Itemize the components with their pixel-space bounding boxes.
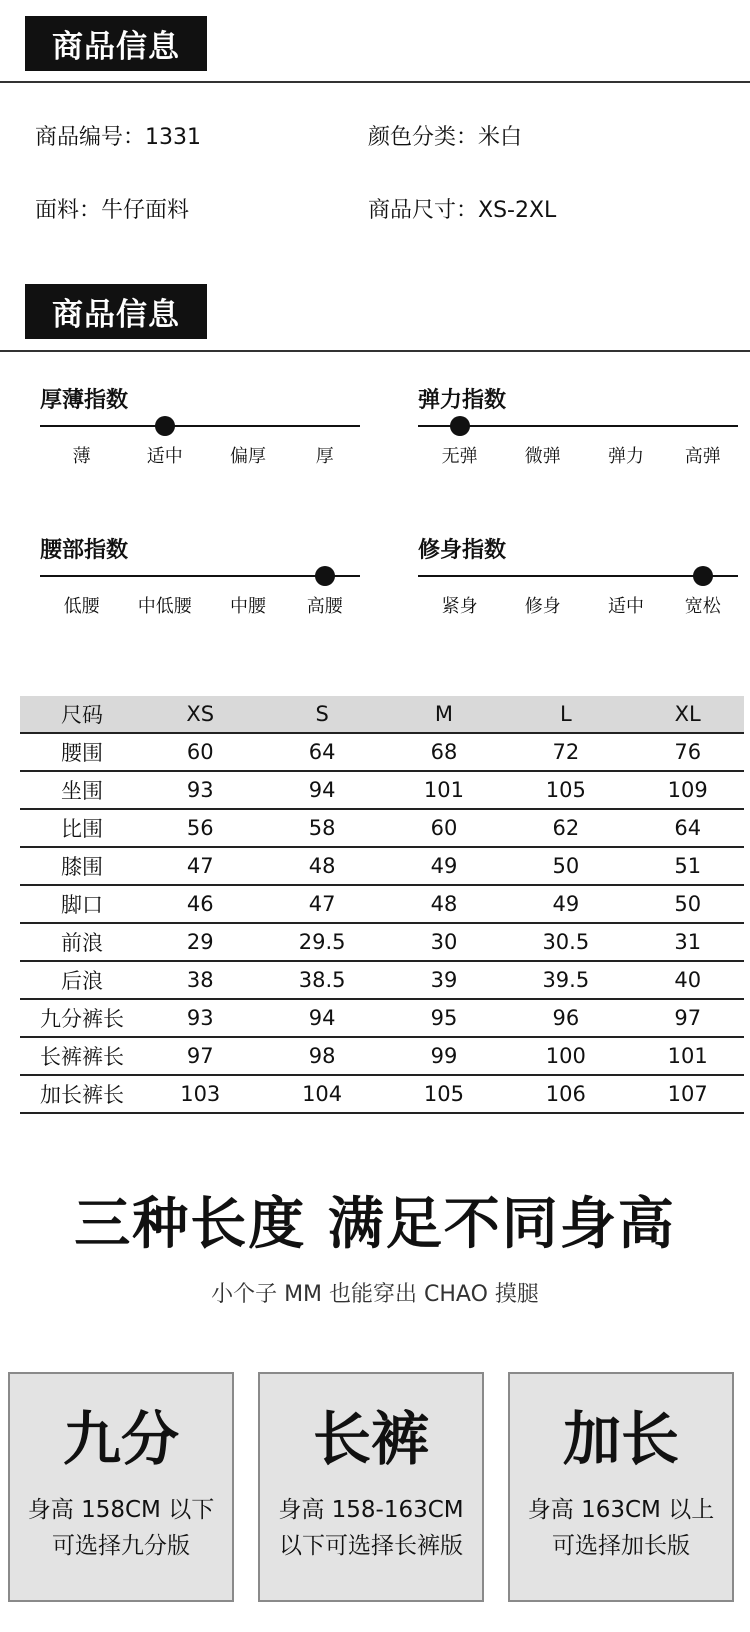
- table-cell: 九分裤长: [20, 999, 144, 1037]
- length-option-title: 长裤: [312, 1405, 429, 1473]
- table-cell: 93: [144, 999, 257, 1037]
- section-header-label: 商品信息: [52, 29, 180, 65]
- index-waist: [40, 536, 360, 616]
- length-option-desc: [510, 1492, 732, 1564]
- index-labels: [40, 586, 360, 616]
- index-title: 修身指数: [418, 538, 507, 563]
- table-row: [20, 1075, 744, 1113]
- table-cell: 39: [388, 961, 501, 999]
- index-labels: [40, 436, 360, 466]
- index-track: [418, 416, 738, 436]
- table-cell: 109: [631, 771, 744, 809]
- section-divider: [0, 350, 750, 352]
- table-row: [20, 885, 744, 923]
- table-cell: 38.5: [257, 961, 388, 999]
- table-cell: 64: [631, 809, 744, 847]
- index-label: 宽松: [684, 596, 721, 617]
- table-cell: 46: [144, 885, 257, 923]
- table-cell: 97: [631, 999, 744, 1037]
- product-fabric: 面料：牛仔面料: [35, 198, 190, 223]
- index-labels: [418, 586, 738, 616]
- table-header-cell: 尺码: [20, 696, 144, 733]
- index-label: 偏厚: [230, 446, 266, 467]
- table-cell: 40: [631, 961, 744, 999]
- length-option-desc: [260, 1492, 482, 1564]
- table-row: [20, 923, 744, 961]
- table-row: [20, 961, 744, 999]
- table-cell: 坐围: [20, 771, 144, 809]
- index-title: 厚薄指数: [40, 388, 129, 413]
- length-option-card: [508, 1372, 734, 1602]
- table-cell: 95: [388, 999, 501, 1037]
- index-title: 腰部指数: [40, 538, 129, 563]
- table-cell: 51: [631, 847, 744, 885]
- table-cell: 62: [500, 809, 631, 847]
- table-cell: 腰围: [20, 733, 144, 771]
- table-cell: 56: [144, 809, 257, 847]
- table-cell: 30.5: [500, 923, 631, 961]
- table-cell: 96: [500, 999, 631, 1037]
- table-cell: 97: [144, 1037, 257, 1075]
- index-indicator-dot: [315, 566, 335, 586]
- section-divider: [0, 81, 750, 83]
- index-indicator-dot: [450, 416, 470, 436]
- table-cell: 29.5: [257, 923, 388, 961]
- length-option-title: 九分: [62, 1405, 179, 1473]
- table-cell: 94: [257, 999, 388, 1037]
- table-cell: 101: [388, 771, 501, 809]
- index-line: [40, 425, 360, 427]
- table-header-cell: S: [257, 696, 388, 733]
- length-option-line: 以下可选择长裤版: [279, 1533, 463, 1559]
- index-fit: [418, 536, 738, 616]
- table-cell: 脚口: [20, 885, 144, 923]
- table-cell: 后浪: [20, 961, 144, 999]
- table-row: [20, 999, 744, 1037]
- index-labels: [418, 436, 738, 466]
- index-label: 中低腰: [137, 596, 192, 617]
- index-label: 修身: [524, 596, 561, 617]
- table-cell: 39.5: [500, 961, 631, 999]
- table-header-cell: XL: [631, 696, 744, 733]
- index-label: 厚: [315, 446, 334, 467]
- product-size-range: 商品尺寸：XS-2XL: [368, 198, 557, 223]
- table-cell: 50: [631, 885, 744, 923]
- section-header-indices: [25, 284, 207, 339]
- table-header-cell: M: [388, 696, 501, 733]
- length-option-line: 身高 158CM 以下: [27, 1497, 215, 1523]
- table-cell: 48: [257, 847, 388, 885]
- table-cell: 68: [388, 733, 501, 771]
- table-cell: 加长裤长: [20, 1075, 144, 1113]
- table-cell: 94: [257, 771, 388, 809]
- table-cell: 48: [388, 885, 501, 923]
- table-cell: 60: [144, 733, 257, 771]
- length-option-title: 加长: [562, 1405, 679, 1473]
- table-cell: 49: [388, 847, 501, 885]
- index-label: 高腰: [306, 596, 343, 617]
- index-track: [418, 566, 738, 586]
- index-line: [40, 575, 360, 577]
- table-cell: 98: [257, 1037, 388, 1075]
- table-header-cell: XS: [144, 696, 257, 733]
- length-option-line: 可选择九分版: [52, 1533, 190, 1559]
- index-thickness: [40, 386, 360, 466]
- index-track: [40, 566, 360, 586]
- size-table: [20, 696, 744, 1114]
- table-cell: 105: [500, 771, 631, 809]
- table-cell: 29: [144, 923, 257, 961]
- table-cell: 106: [500, 1075, 631, 1113]
- table-cell: 31: [631, 923, 744, 961]
- table-cell: 72: [500, 733, 631, 771]
- index-label: 紧身: [441, 596, 478, 617]
- headline: 三种长度 满足不同身高: [74, 1192, 676, 1257]
- length-option-card: [258, 1372, 484, 1602]
- table-cell: 105: [388, 1075, 501, 1113]
- index-label: 低腰: [63, 596, 100, 617]
- table-cell: 104: [257, 1075, 388, 1113]
- index-label: 微弹: [524, 446, 561, 467]
- index-label: 适中: [146, 446, 183, 467]
- section-header-product-info: [25, 16, 207, 71]
- table-cell: 60: [388, 809, 501, 847]
- length-option-card: [8, 1372, 234, 1602]
- index-track: [40, 416, 360, 436]
- table-cell: 膝围: [20, 847, 144, 885]
- index-label: 中腰: [230, 596, 266, 617]
- table-cell: 38: [144, 961, 257, 999]
- index-elasticity: [418, 386, 738, 466]
- section-header-label: 商品信息: [52, 297, 180, 333]
- table-row: [20, 847, 744, 885]
- table-cell: 99: [388, 1037, 501, 1075]
- length-option-line: 可选择加长版: [552, 1533, 690, 1559]
- table-cell: 58: [257, 809, 388, 847]
- table-cell: 107: [631, 1075, 744, 1113]
- table-cell: 103: [144, 1075, 257, 1113]
- table-cell: 100: [500, 1037, 631, 1075]
- product-color: 颜色分类：米白: [368, 125, 523, 150]
- table-cell: 长裤裤长: [20, 1037, 144, 1075]
- table-cell: 50: [500, 847, 631, 885]
- table-row: [20, 733, 744, 771]
- length-option-desc: [10, 1492, 232, 1564]
- index-label: 适中: [608, 596, 644, 617]
- index-label: 弹力: [608, 446, 644, 467]
- length-option-line: 身高 158-163CM: [278, 1497, 464, 1523]
- subline: 小个子 MM 也能穿出 CHAO 摸腿: [211, 1282, 539, 1307]
- table-cell: 47: [257, 885, 388, 923]
- table-row: [20, 1037, 744, 1075]
- index-label: 无弹: [441, 446, 478, 467]
- index-label: 高弹: [684, 446, 721, 467]
- table-header-row: [20, 696, 744, 733]
- table-row: [20, 771, 744, 809]
- index-indicator-dot: [155, 416, 175, 436]
- length-option-line: 身高 163CM 以上: [527, 1497, 715, 1523]
- index-line: [418, 575, 738, 577]
- table-header-cell: L: [500, 696, 631, 733]
- table-cell: 93: [144, 771, 257, 809]
- table-cell: 30: [388, 923, 501, 961]
- table-cell: 47: [144, 847, 257, 885]
- table-cell: 前浪: [20, 923, 144, 961]
- table-cell: 49: [500, 885, 631, 923]
- table-cell: 64: [257, 733, 388, 771]
- table-cell: 101: [631, 1037, 744, 1075]
- table-row: [20, 809, 744, 847]
- table-cell: 76: [631, 733, 744, 771]
- index-title: 弹力指数: [418, 388, 507, 413]
- index-label: 薄: [72, 446, 91, 467]
- table-cell: 比围: [20, 809, 144, 847]
- index-indicator-dot: [693, 566, 713, 586]
- product-item-no: 商品编号：1331: [35, 125, 201, 150]
